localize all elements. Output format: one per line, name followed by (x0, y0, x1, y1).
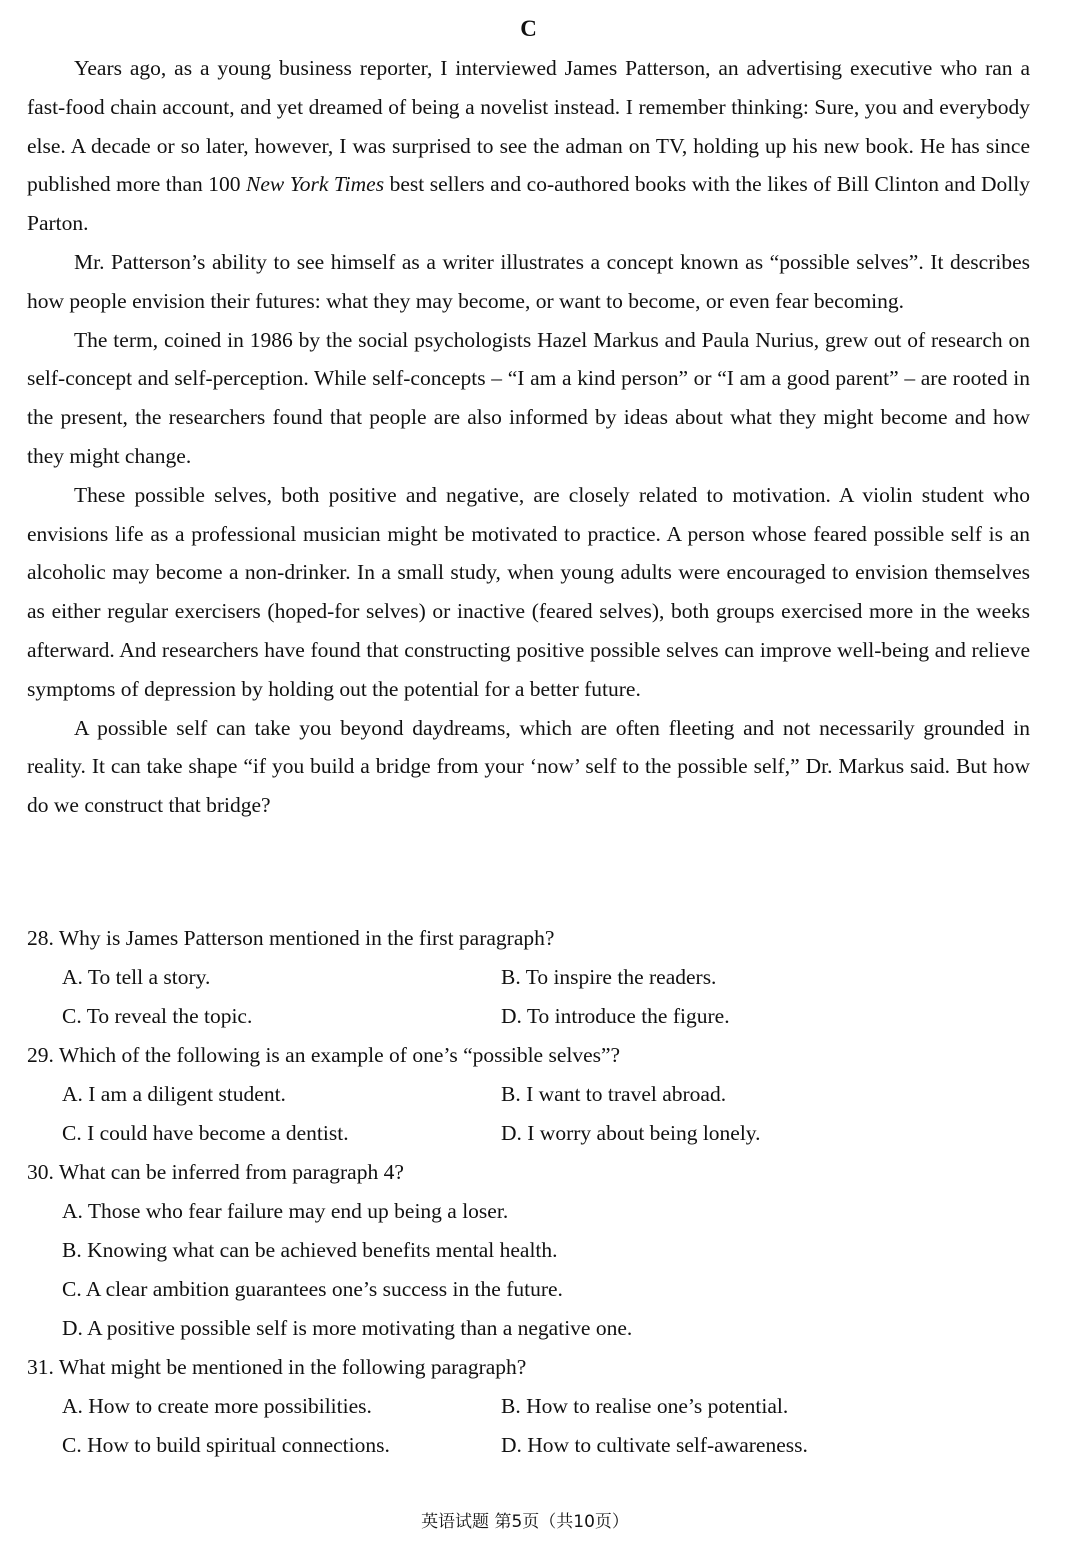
paragraph-2: Mr. Patterson’s ability to see himself as a writer illustrates a concept known as “possible selves”. It describes how people envision their futures: what they may become, or want to become, or even fear becoming. (27, 249, 1030, 313)
paragraph-5: A possible self can take you beyond daydreams, which are often fleeting and not necessarily grounded in reality. It can take shape “if you build a bridge from your ‘now’ self to the possible self,” Dr. Markus said. But how do we construct that bridge? (27, 715, 1030, 818)
question-28-stem: 28. Why is James Patterson mentioned in the first paragraph? (27, 926, 555, 950)
question-31-options-row-2 (27, 1426, 1030, 1465)
question-31-stem: 31. What might be mentioned in the following paragraph? (27, 1355, 527, 1379)
question-28-option-d: D. To introduce the figure. (501, 1004, 730, 1028)
question-30-option-b: B. Knowing what can be achieved benefits mental health. (62, 1238, 558, 1262)
section-title: C (520, 16, 537, 41)
question-31-option-b: B. How to realise one’s potential. (501, 1394, 789, 1418)
question-30-option-d: D. A positive possible self is more motivating than a negative one. (62, 1316, 633, 1340)
newspaper-title: New York Times (246, 172, 385, 197)
page-footer: 英语试题 第5页（共10页） (421, 1512, 629, 1532)
paragraph-1 (27, 49, 1030, 243)
question-list (27, 919, 1030, 1465)
question-28-options-row-2 (27, 997, 1030, 1036)
paragraph-1-part-b: best sellers and co-authored books with the likes of Bill Clinton and Dolly Parton. (27, 172, 1030, 236)
question-28-option-b: B. To inspire the readers. (501, 965, 717, 989)
question-28-option-a: A. To tell a story. (62, 965, 211, 989)
question-29-option-a: A. I am a diligent student. (62, 1082, 286, 1106)
question-31 (27, 1348, 1030, 1465)
question-29-options-row-2 (27, 1114, 1030, 1153)
question-29-options-row-1 (27, 1075, 1030, 1114)
question-31-option-d: D. How to cultivate self-awareness. (501, 1433, 808, 1457)
question-29-option-b: B. I want to travel abroad. (501, 1082, 727, 1106)
question-28 (27, 919, 1030, 1036)
question-30-option-c: C. A clear ambition guarantees one’s success in the future. (62, 1277, 563, 1301)
question-31-option-c: C. How to build spiritual connections. (62, 1433, 390, 1457)
paragraph-3: The term, coined in 1986 by the social psychologists Hazel Markus and Paula Nurius, grew out of research on self-concept and self-perception. While self-concepts – “I am a kind person” or “I am a good parent” – are rooted in the present, the researchers found that people are also informed by ideas about what they might become and how they might change. (27, 327, 1030, 468)
paragraph-4: These possible selves, both positive and negative, are closely related to motivation. A violin student who envisions life as a professional musician might be motivated to practice. A person whose feared possible self is an alcoholic may become a non-drinker. In a small study, when young adults were encouraged to envision themselves as either regular exercisers (hoped-for selves) or inactive (feared selves), both groups exercised more in the weeks afterward. And researchers have found that constructing positive possible selves can improve well-being and relieve symptoms of depression by holding out the potential for a better future. (27, 482, 1030, 701)
question-30-options (27, 1192, 1030, 1348)
question-30 (27, 1153, 1030, 1348)
question-31-options-row-1 (27, 1387, 1030, 1426)
question-28-option-c: C. To reveal the topic. (62, 1004, 253, 1028)
question-29-stem: 29. Which of the following is an example of one’s “possible selves”? (27, 1043, 621, 1067)
question-29-option-d: D. I worry about being lonely. (501, 1121, 761, 1145)
question-30-stem: 30. What can be inferred from paragraph 4? (27, 1160, 404, 1184)
paragraph-1-part-a: Years ago, as a young business reporter, I interviewed James Patterson, an advertising executive who ran a fast-food chain account, and yet dreamed of being a novelist instead. I remember thinking: Sure, you and everybody else. A decade or so later, however, I was surprised to see the adman on TV, holding up his new book. He has since published more than 100 (27, 56, 1030, 197)
question-30-option-a: A. Those who fear failure may end up being a loser. (62, 1199, 509, 1223)
reading-passage (27, 49, 1030, 825)
question-29-option-c: C. I could have become a dentist. (62, 1121, 349, 1145)
question-29 (27, 1036, 1030, 1153)
question-31-option-a: A. How to create more possibilities. (62, 1394, 372, 1418)
question-28-options-row-1 (27, 958, 1030, 997)
